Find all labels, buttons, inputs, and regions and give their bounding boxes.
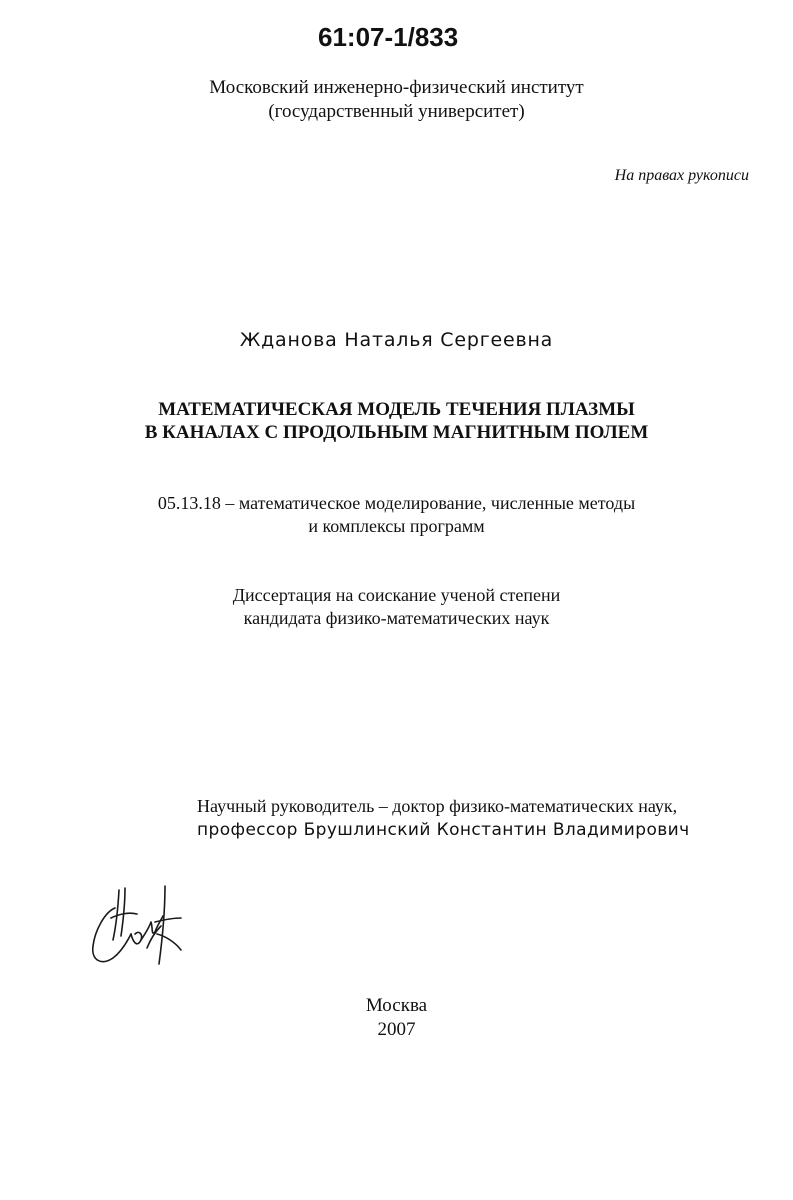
advisor-block: [197, 794, 690, 842]
degree-line-2: кандидата физико-математических наук: [243, 608, 550, 628]
advisor-name: профессор Брушлинский Константин Владимирович: [197, 820, 690, 840]
catalog-number: 61:07-1/833: [318, 22, 459, 52]
specialty-line-1: 05.13.18 – математическое моделирование, численные методы: [157, 493, 636, 513]
handwritten-signature: [85, 878, 185, 978]
publication-place-year: [0, 994, 793, 1042]
degree-block: [0, 584, 793, 630]
thesis-title-line-2: В КАНАЛАХ С ПРОДОЛЬНЫМ МАГНИТНЫМ ПОЛЕМ: [144, 422, 649, 443]
thesis-title-line-1: МАТЕМАТИЧЕСКАЯ МОДЕЛЬ ТЕЧЕНИЯ ПЛАЗМЫ: [158, 399, 635, 420]
city: Москва: [365, 995, 428, 1016]
specialty-line-2: и комплексы программ: [308, 516, 485, 536]
manuscript-rights: На правах рукописи: [614, 167, 749, 184]
author-name: Жданова Наталья Сергеевна: [239, 329, 554, 351]
year: 2007: [377, 1019, 416, 1040]
advisor-title: Научный руководитель – доктор физико-математических наук,: [197, 796, 678, 816]
thesis-title: [0, 398, 793, 444]
institution-block: [0, 76, 793, 124]
institution-name: Московский инженерно-физический институт: [209, 77, 584, 98]
institution-status: (государственный университет): [268, 101, 525, 122]
specialty-block: [0, 492, 793, 538]
degree-line-1: Диссертация на соискание ученой степени: [232, 585, 561, 605]
